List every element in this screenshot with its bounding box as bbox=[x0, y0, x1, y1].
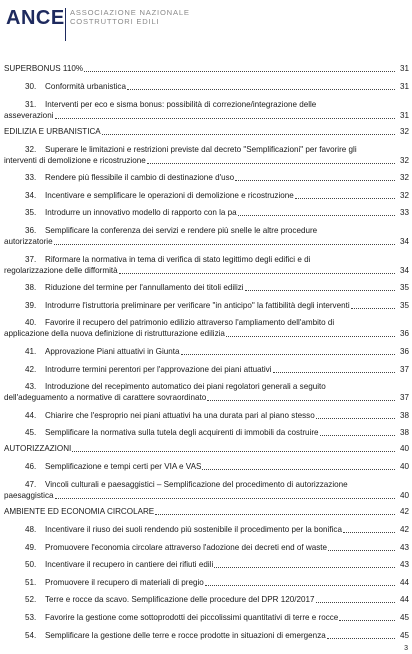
toc-entry[interactable] bbox=[4, 381, 409, 403]
toc-page-number: 42 bbox=[399, 525, 409, 534]
toc-entry[interactable] bbox=[4, 612, 409, 623]
toc-entry[interactable] bbox=[4, 172, 409, 183]
leader-dots bbox=[245, 290, 395, 291]
toc-entry[interactable] bbox=[4, 479, 409, 501]
toc-section[interactable] bbox=[4, 63, 409, 74]
toc-page-number: 35 bbox=[399, 300, 409, 310]
toc-page-number: 38 bbox=[399, 428, 409, 438]
toc-entry-title: Introdurre l'istruttoria preliminare per verificare "in anticipo" la fattibilità degli interventi bbox=[45, 300, 350, 310]
toc-entry-number: 30. bbox=[25, 82, 37, 91]
toc-entry-title: asseverazioni bbox=[4, 110, 54, 120]
leader-dots bbox=[343, 532, 395, 533]
toc-entry-title: applicazione della nuova definizione di ristrutturazione edilizia bbox=[4, 329, 225, 339]
toc-entry-title: Riduzione del termine per l'annullamento dei titoli edilizi bbox=[45, 283, 244, 293]
toc-entry-number: 32. bbox=[25, 144, 37, 154]
logo-subtitle-line2: COSTRUTTORI EDILI bbox=[70, 17, 160, 26]
toc-entry-title: Chiarire che l'esproprio nei piani attuativi ha una durata pari al piano stesso bbox=[45, 410, 315, 420]
toc-page-number: 35 bbox=[399, 283, 409, 293]
toc-entry-title: Vincoli culturali e paesaggistici – Semplificazione del procedimento di autorizzazione bbox=[45, 480, 348, 489]
leader-dots bbox=[127, 89, 395, 90]
leader-dots bbox=[205, 585, 395, 586]
toc-entry-number: 42. bbox=[25, 364, 37, 374]
leader-dots bbox=[181, 354, 395, 355]
leader-dots bbox=[84, 71, 395, 72]
toc-entry-title: Promuovere il recupero di materiali di pregio bbox=[45, 577, 204, 587]
toc-entry[interactable] bbox=[4, 282, 409, 293]
toc-entry-title: Incentivare il riuso dei suoli rendendo più sostenibile il procedimento per la bonifica bbox=[45, 525, 342, 534]
toc-section[interactable] bbox=[4, 443, 409, 454]
toc-page-number: 43 bbox=[399, 542, 409, 552]
toc-entry-title: Promuovere l'economia circolare attraverso l'adozione dei decreti end of waste bbox=[45, 542, 328, 552]
toc-entry-number: 39. bbox=[25, 300, 37, 310]
toc-entry-number: 51. bbox=[25, 577, 37, 587]
toc-page-number: 42 bbox=[399, 507, 409, 516]
toc-entry[interactable] bbox=[4, 427, 409, 438]
logo-divider bbox=[65, 8, 66, 41]
toc-entry-number: 35. bbox=[25, 208, 37, 218]
toc-entry-title: Rendere più flessibile il cambio di destinazione d'uso bbox=[45, 173, 235, 183]
toc-page-number: 40 bbox=[399, 491, 409, 500]
toc-page-number: 38 bbox=[399, 410, 409, 420]
toc-page-number: 31 bbox=[399, 64, 409, 73]
toc-entry[interactable] bbox=[4, 577, 409, 588]
toc-entry-title: Semplificare la conferenza dei servizi e rendere più snelle le altre procedure bbox=[45, 226, 318, 235]
toc-entry-title: autorizzatorie bbox=[4, 237, 53, 246]
toc-entry-number: 33. bbox=[25, 173, 37, 183]
toc-entry[interactable] bbox=[4, 317, 409, 339]
toc-entry[interactable] bbox=[4, 542, 409, 553]
toc-entry-number: 46. bbox=[25, 462, 37, 472]
leader-dots bbox=[55, 118, 396, 119]
toc-section-title: AUTORIZZAZIONI bbox=[4, 444, 72, 454]
toc-entry-number: 53. bbox=[25, 613, 37, 622]
toc-entry-title: Incentivare e semplificare le operazioni di demolizione e ricostruzione bbox=[45, 190, 294, 200]
toc-page-number: 31 bbox=[399, 82, 409, 91]
toc-page-number: 32 bbox=[399, 173, 409, 183]
toc-entry-title: Conformità urbanistica bbox=[45, 82, 126, 91]
toc-entry-number: 36. bbox=[25, 226, 37, 235]
toc-entry-title: Riformare la normativa in tema di verifica di stato legittimo degli edifici e di bbox=[45, 254, 311, 264]
toc-entry[interactable] bbox=[4, 410, 409, 421]
leader-dots bbox=[155, 514, 395, 515]
toc-entry[interactable] bbox=[4, 81, 409, 92]
toc-page-number: 32 bbox=[399, 155, 409, 165]
toc-entry[interactable] bbox=[4, 559, 409, 570]
toc-entry[interactable] bbox=[4, 225, 409, 247]
toc-page-number: 33 bbox=[399, 208, 409, 218]
leader-dots bbox=[238, 215, 395, 216]
toc-entry[interactable] bbox=[4, 524, 409, 535]
toc-page-number: 36 bbox=[399, 329, 409, 339]
toc-entry-title: Introdurre un innovativo modello di rapporto con la pa bbox=[45, 208, 237, 218]
leader-dots bbox=[207, 400, 395, 401]
toc-entry-number: 31. bbox=[25, 99, 37, 109]
leader-dots bbox=[273, 372, 396, 373]
toc-entry[interactable] bbox=[4, 144, 409, 166]
toc-entry-title: paesaggistica bbox=[4, 491, 54, 500]
logo-subtitle-line1: ASSOCIAZIONE NAZIONALE bbox=[70, 8, 190, 17]
toc-page-number: 31 bbox=[399, 110, 409, 120]
toc-entry-title: Superare le limitazioni e restrizioni previste dal decreto "Semplificazioni" per favorire gli bbox=[45, 144, 357, 154]
toc-section-title: AMBIENTE ED ECONOMIA CIRCOLARE bbox=[4, 507, 155, 516]
leader-dots bbox=[102, 134, 395, 135]
toc-entry-title: Introduzione del recepimento automatico dei piani regolatori generali a seguito bbox=[45, 382, 326, 392]
document-header bbox=[6, 2, 406, 46]
leader-dots bbox=[327, 638, 395, 639]
toc-entry-number: 52. bbox=[25, 595, 37, 605]
toc-entry-number: 41. bbox=[25, 347, 37, 356]
toc-entry[interactable] bbox=[4, 346, 409, 357]
toc-entry-title: interventi di demolizione e ricostruzione bbox=[4, 155, 146, 165]
toc-entry-title: Semplificare la normativa sulla tutela degli acquirenti di immobili da costruire bbox=[45, 428, 319, 438]
toc-page-number: 37 bbox=[399, 364, 409, 374]
toc-page-number: 40 bbox=[399, 444, 409, 454]
toc-entry-number: 40. bbox=[25, 318, 37, 328]
toc-page-number: 34 bbox=[399, 265, 409, 275]
toc-entry-title: Terre e rocce da scavo. Semplificazione delle procedure del DPR 120/2017 bbox=[45, 595, 315, 605]
leader-dots bbox=[119, 273, 395, 274]
toc-entry-title: Approvazione Piani attuativi in Giunta bbox=[45, 347, 180, 356]
toc-entry[interactable] bbox=[4, 99, 409, 121]
leader-dots bbox=[339, 620, 395, 621]
toc-entry-title: Introdurre termini perentori per l'approvazione dei piani attuativi bbox=[45, 364, 272, 374]
toc-entry[interactable] bbox=[4, 190, 409, 201]
toc-entry-title: Favorire il recupero del patrimonio edilizio attraverso l'ampliamento dell'ambito di bbox=[45, 318, 335, 328]
leader-dots bbox=[214, 567, 395, 568]
leader-dots bbox=[147, 163, 395, 164]
toc-entry-title: Interventi per eco e sisma bonus: possibilità di correzione/integrazione delle bbox=[45, 99, 317, 109]
toc-page-number: 32 bbox=[399, 126, 409, 136]
toc-entry-number: 34. bbox=[25, 190, 37, 200]
toc-section-title: EDILIZIA E URBANISTICA bbox=[4, 126, 101, 136]
leader-dots bbox=[72, 451, 395, 452]
toc-entry[interactable] bbox=[4, 461, 409, 472]
leader-dots bbox=[316, 418, 395, 419]
toc-page-number: 45 bbox=[399, 613, 409, 622]
leader-dots bbox=[55, 498, 396, 499]
toc-page-number: 44 bbox=[399, 577, 409, 587]
toc-entry-title: regolarizzazione delle difformità bbox=[4, 265, 118, 275]
toc-page-number: 45 bbox=[399, 630, 409, 640]
ance-logo: ANCE bbox=[6, 7, 65, 29]
toc-page-number: 43 bbox=[399, 560, 409, 570]
toc-entry-number: 50. bbox=[25, 560, 37, 570]
toc-entry-number: 43. bbox=[25, 382, 37, 392]
toc-entry[interactable] bbox=[4, 207, 409, 218]
page-number: 3 bbox=[404, 645, 408, 652]
toc-section[interactable] bbox=[4, 506, 409, 517]
toc-entry[interactable] bbox=[4, 364, 409, 375]
leader-dots bbox=[54, 244, 395, 245]
toc-page-number: 37 bbox=[399, 393, 409, 403]
toc-page-number: 44 bbox=[399, 595, 409, 605]
toc-entry-title: Incentivare il recupero in cantiere dei rifiuti edili bbox=[45, 560, 214, 570]
leader-dots bbox=[316, 602, 396, 603]
toc-entry-number: 45. bbox=[25, 428, 37, 438]
toc-entry-number: 48. bbox=[25, 525, 37, 534]
leader-dots bbox=[202, 469, 395, 470]
toc-page-number: 32 bbox=[399, 190, 409, 200]
leader-dots bbox=[320, 435, 395, 436]
leader-dots bbox=[295, 198, 395, 199]
toc-entry[interactable] bbox=[4, 300, 409, 311]
toc-entry[interactable] bbox=[4, 594, 409, 605]
toc-page-number: 34 bbox=[399, 237, 409, 246]
toc-entry-number: 44. bbox=[25, 410, 37, 420]
toc-section[interactable] bbox=[4, 126, 409, 137]
toc-entry[interactable] bbox=[4, 254, 409, 276]
leader-dots bbox=[351, 308, 395, 309]
leader-dots bbox=[328, 550, 395, 551]
toc-entry-number: 37. bbox=[25, 254, 37, 264]
toc-section-title: SUPERBONUS 110% bbox=[4, 64, 84, 73]
toc-entry[interactable] bbox=[4, 630, 409, 641]
toc-entry-number: 49. bbox=[25, 542, 37, 552]
toc-entry-number: 54. bbox=[25, 630, 37, 640]
toc-entry-number: 47. bbox=[25, 480, 37, 489]
toc-page-number: 40 bbox=[399, 462, 409, 472]
toc-page-number: 36 bbox=[399, 347, 409, 356]
toc-entry-title: Semplificazione e tempi certi per VIA e VAS bbox=[45, 462, 202, 472]
toc-entry-title: Semplificare la gestione delle terre e rocce prodotte in situazioni di emergenza bbox=[45, 630, 326, 640]
toc-entry-title: dell'adeguamento a normative di carattere sovraordinato bbox=[4, 393, 207, 403]
leader-dots bbox=[226, 336, 395, 337]
toc-entry-number: 38. bbox=[25, 283, 37, 293]
toc-entry-title: Favorire la gestione come sottoprodotti dei piccolissimi quantitativi di terre e rocce bbox=[45, 613, 339, 622]
leader-dots bbox=[235, 180, 395, 181]
